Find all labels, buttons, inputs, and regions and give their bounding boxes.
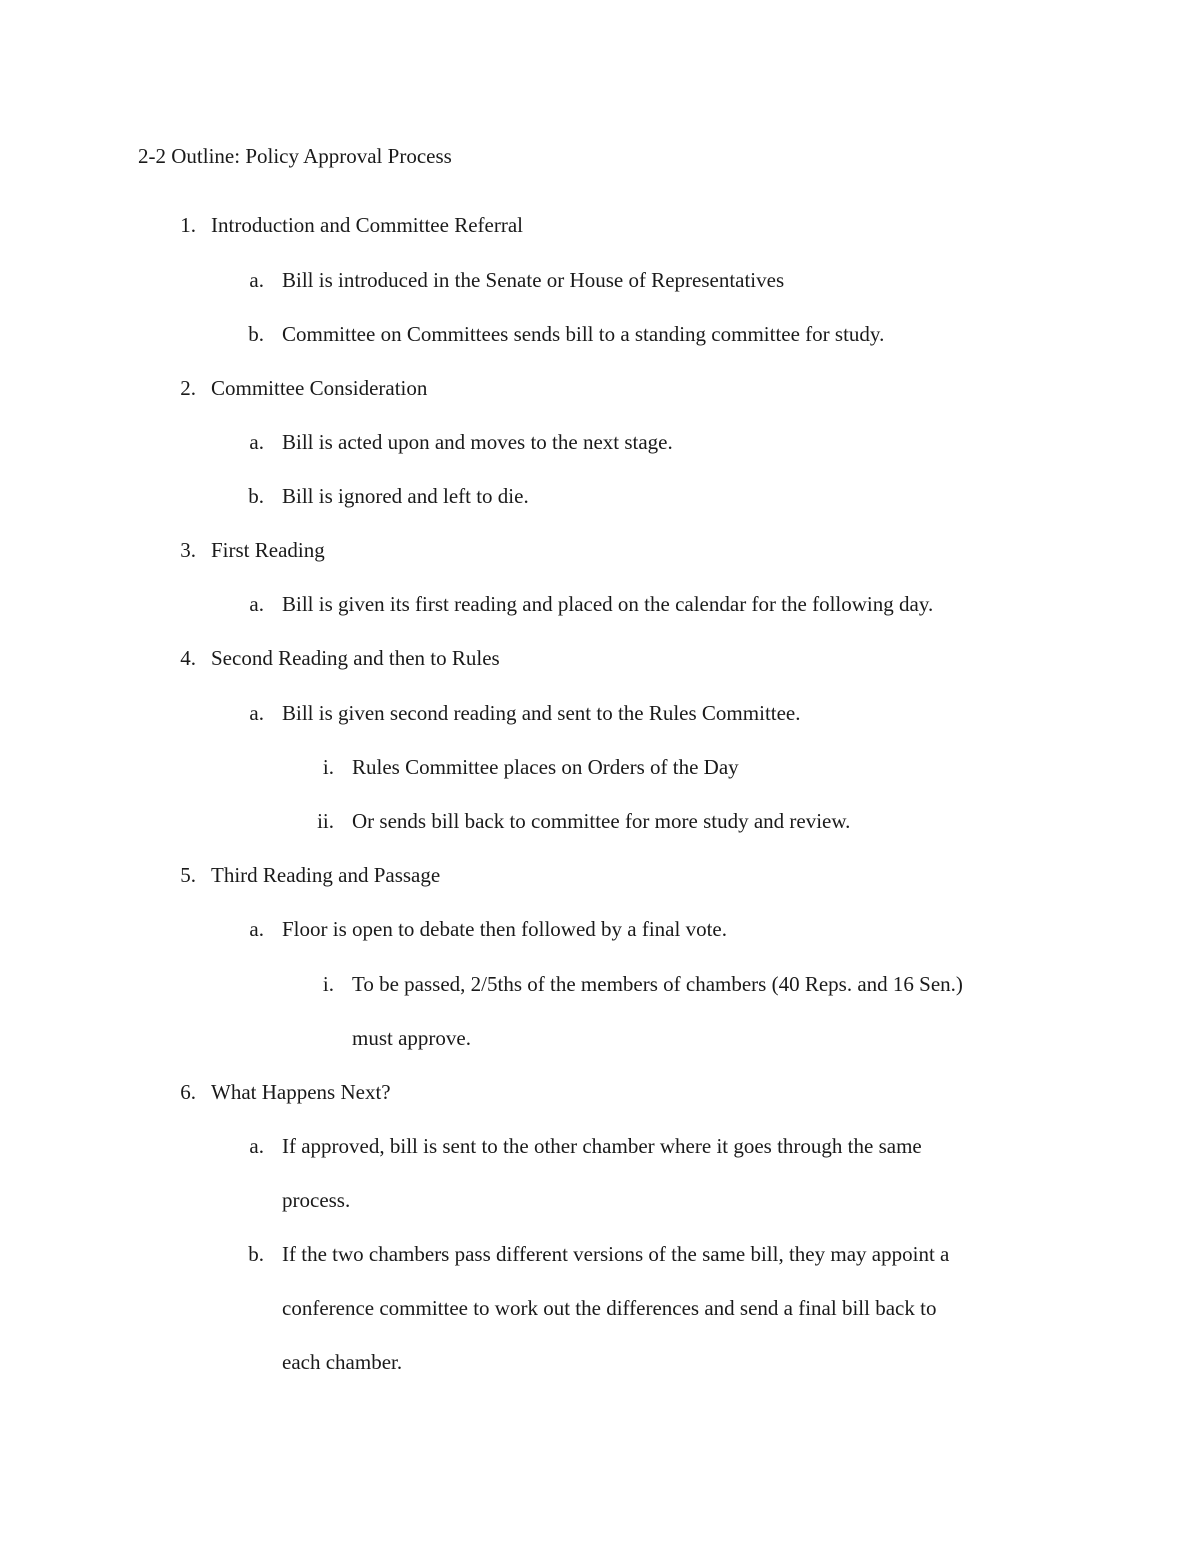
list-subitem-continuation: must approve. [352,1026,471,1050]
item-marker: b. [248,1242,264,1266]
list-item: Bill is ignored and left to die. [282,484,529,508]
subitem-marker: i. [322,972,334,996]
section-heading: First Reading [211,538,325,562]
list-item: Bill is introduced in the Senate or House of Representatives [282,268,785,292]
item-marker: a. [249,430,264,454]
list-item-continuation: conference committee to work out the differences and send a final bill back to [282,1296,937,1320]
list-item: Bill is given second reading and sent to the Rules Committee. [282,701,801,725]
item-marker: b. [248,322,264,346]
section-heading: Second Reading and then to Rules [211,646,500,670]
list-item: If approved, bill is sent to the other chamber where it goes through the same [282,1134,922,1158]
document-title: 2-2 Outline: Policy Approval Process [138,144,452,168]
list-item-continuation: process. [282,1188,351,1212]
list-item: Committee on Committees sends bill to a standing committee for study. [282,322,885,346]
section-heading: Committee Consideration [211,376,428,400]
section-heading: What Happens Next? [211,1080,391,1104]
list-item-continuation: each chamber. [282,1350,403,1374]
subitem-marker: i. [322,755,334,779]
list-item: If the two chambers pass different versions of the same bill, they may appoint a [282,1242,950,1266]
section-heading: Introduction and Committee Referral [211,213,523,237]
list-item: Floor is open to debate then followed by a final vote. [282,917,727,941]
item-marker: a. [249,592,264,616]
list-subitem: To be passed, 2/5ths of the members of chambers (40 Reps. and 16 Sen.) [352,972,963,996]
item-marker: a. [249,268,264,292]
item-marker: b. [248,484,264,508]
section-number: 6. [180,1080,196,1104]
subitem-marker: ii. [317,809,334,833]
section-number: 3. [180,538,196,562]
section-number: 1. [180,213,196,237]
section-heading: Third Reading and Passage [211,863,441,887]
list-item: Bill is given its first reading and placed on the calendar for the following day. [282,592,934,616]
item-marker: a. [249,917,264,941]
section-number: 4. [180,646,196,670]
section-number: 2. [180,376,196,400]
list-subitem: Rules Committee places on Orders of the Day [352,755,739,779]
section-number: 5. [180,863,196,887]
list-subitem: Or sends bill back to committee for more study and review. [352,809,851,833]
item-marker: a. [249,701,264,725]
list-item: Bill is acted upon and moves to the next stage. [282,430,673,454]
item-marker: a. [249,1134,264,1158]
